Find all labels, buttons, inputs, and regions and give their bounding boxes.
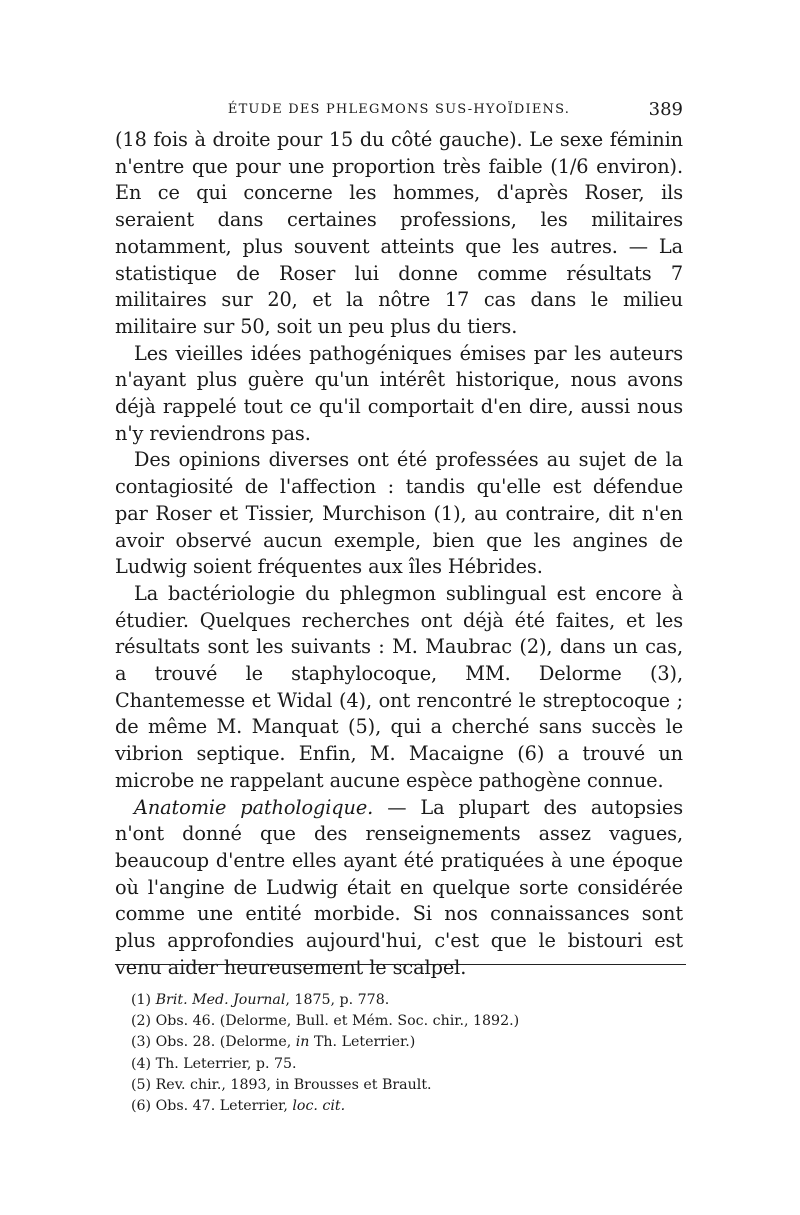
footnote-italic: Brit. Med. Journal: [155, 992, 286, 1008]
footnote-number: (4): [131, 1055, 152, 1072]
footnote-text: Th. Leterrier.): [309, 1034, 416, 1051]
footnotes: [131, 990, 671, 1117]
paragraph-statistics: (18 fois à droite pour 15 du côté gauche). Le sexe féminin n'entre que pour une proportion très faible (1/6 environ). En ce qui concerne les hommes, d'après Roser, ils seraient dans certaines professions, les militaires notamment, plus souvent atteints que les autres. — La statistique de Roser lui donne comme résultats 7 militaires sur 20, et la nôtre 17 cas dans le milieu militaire sur 50, soit un peu plus du tiers.: [115, 128, 683, 338]
footnote: [131, 990, 671, 1011]
footnote-italic: loc. cit.: [292, 1098, 346, 1115]
footnote-text: Obs. 47. Leterrier,: [155, 1098, 293, 1115]
footnote-number: (1): [131, 992, 152, 1008]
footnote-number: (2): [131, 1013, 152, 1030]
paragraph-pathological-anatomy: [115, 795, 683, 982]
footnote-text: , 1875, p. 778.: [285, 992, 390, 1008]
paragraph-pathogenic-ideas: Les vieilles idées pathogéniques émises par les auteurs n'ayant plus guère qu'un intérêt historique, nous avons déjà rappelé tout ce qu'il comportait d'en dire, aussi nous n'y reviendrons pas.: [115, 341, 683, 445]
footnote: [131, 1011, 671, 1032]
footnote-number: (3): [131, 1034, 152, 1051]
footnote-number: (6): [131, 1098, 152, 1115]
page-number: 389: [648, 99, 683, 120]
footnote-italic: in: [295, 1034, 310, 1051]
running-head: [115, 99, 683, 121]
paragraph-contagiosity: Des opinions diverses ont été professées au sujet de la contagiosité de l'affection : tandis qu'elle est défendue par Roser et Tissier, Murchison (1), au contraire, dit n'en avoir observé aucun exemple, bien que les angines de Ludwig soient fréquentes aux îles Hébrides.: [115, 448, 683, 579]
footnote-text: Rev. chir., 1893, in Brousses et Brault.: [155, 1076, 432, 1093]
footnote: [131, 1054, 671, 1075]
section-heading-anatomie: Anatomie pathologique.: [134, 795, 374, 819]
body-text: [115, 127, 683, 982]
paragraph-bacteriology: La bactériologie du phlegmon sublingual est encore à étudier. Quelques recherches ont déjà été faites, et les résultats sont les suivants : M. Maubrac (2), dans un cas, a trouvé le staphylocoque, MM. Delorme (3), Chantemesse et Widal (4), ont rencontré le streptocoque ; de même M. Manquat (5), qui a cherché sans succès le vibrion septique. Enfin, M. Macaigne (6) a trouvé un microbe ne rappelant aucune espèce pathogène connue.: [115, 581, 683, 792]
footnote-number: (5): [131, 1076, 152, 1093]
footnote-text: Obs. 28. (Delorme,: [155, 1034, 296, 1051]
footnote: [131, 1075, 671, 1096]
footnote-text: Obs. 46. (Delorme, Bull. et Mém. Soc. chir., 1892.): [155, 1013, 520, 1030]
paragraph-anatomie-text: — La plupart des autopsies n'ont donné que des renseignements assez vagues, beaucoup d'entre elles ayant été pratiquées à une époque où l'angine de Ludwig était en quelque sorte considérée comme une entité morbide. Si nos connaissances sont plus approfondies aujourd'hui, c'est que le bistouri est venu aider heureusement le scalpel.: [115, 795, 683, 979]
footnote: [131, 1096, 671, 1117]
footnote: [131, 1032, 671, 1053]
footnote-separator: [116, 964, 686, 965]
running-head-title: ÉTUDE DES PHLEGMONS SUS-HYOÏDIENS.: [227, 102, 571, 117]
footnote-text: Th. Leterrier, p. 75.: [155, 1055, 297, 1072]
